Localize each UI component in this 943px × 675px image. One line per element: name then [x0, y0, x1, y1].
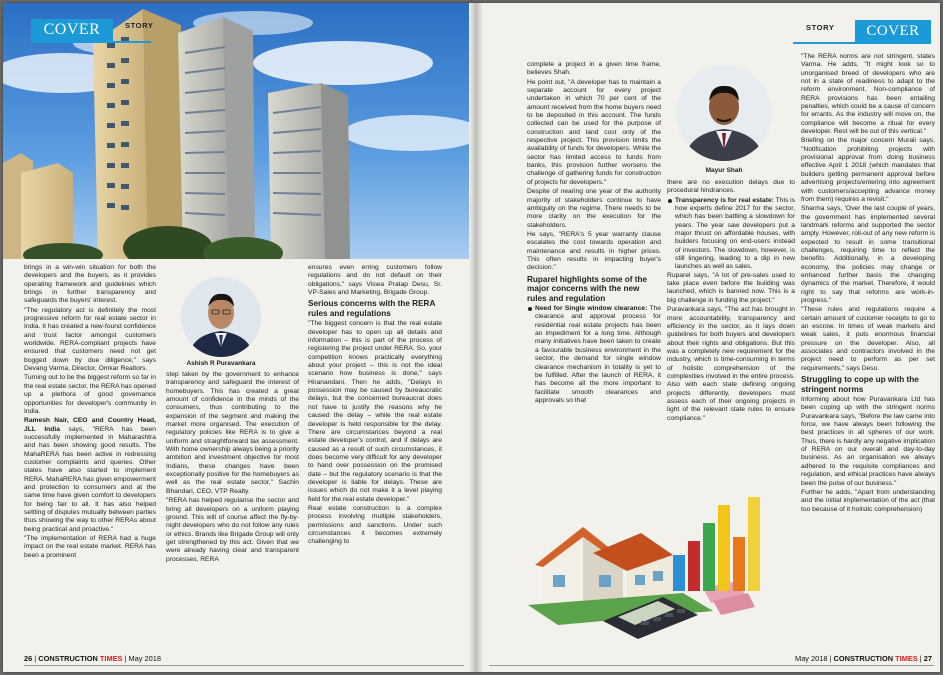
footer-rule	[24, 665, 464, 666]
speaker-name: Ramesh Nair, CEO and Country Head, JLL India	[24, 417, 156, 433]
issue-date: May 2018	[795, 654, 828, 663]
section-heading: Struggling to cope up with the stringent norms	[801, 375, 919, 394]
paragraph: Puravankara says, "The act has brought in more accountability, transparency and efficiency in the sector, as it lays down guidelines for both buyers and developers about their rights and obligations. But this was a completely new requirement for the industry, which is time-consuming in terms of holistic comprehension of the complexities involved in the entire process. Also with each state defining ongoing projects differently, developers must assess each of their ongoing projects in light of the relevant state rules to ensure compliance."	[667, 306, 795, 422]
paragraph: Turning out to be the biggest reform so far in the real estate sector, the RERA has opened up a plethora of good governance opportunities for developer's community in India.	[24, 374, 156, 415]
right-column-2	[667, 179, 795, 483]
bullet-title: Transparency is for real estate:	[675, 196, 774, 204]
section-rule	[793, 42, 931, 44]
cover-section-tag: COVER	[31, 19, 113, 41]
paragraph: there are no execution delays due to procedural hindrances.	[667, 179, 795, 195]
paragraph: brings in a win-win situation for both the developers and the buyers, as it provides operating framework and guidelines which brings in further transparency and safeguards the buyers' interest.	[24, 264, 156, 305]
left-column-2	[166, 371, 299, 649]
paragraph: Despite of nearing one year of the authority majority of stakeholders continue to have ambiguity on the regime. There needs to be more clarity on the execution for the stakeholders.	[527, 188, 661, 229]
story-section-label: STORY	[806, 23, 835, 32]
quote: says, "RERA has been successfully implemented in Maharashtra and has been showing good results. The MahaRERA has been active in redressing customer complaints and queries. Other states have also started to implement RERA. MahaRERA has given empowerment and protection to consumers and at the same time have given comfort to developers for being fair to all. It has also helped settling of disputes mutually between parties thus showing the way to other RERAs about being practical and proactive."	[24, 425, 156, 533]
paragraph: "The regulatory act is definitely the most progressive reform for real estate sector in India. It has created a new-found confidence and trust factor amongst customers worldwide. RERA-compliant projects have ensured that customers need not get bogged down by due diligence," says Devang Varma, Director, Omkar Realtors.	[24, 306, 156, 373]
paragraph: complete a project in a given time frame, believes Shah.	[527, 61, 661, 77]
story-section-label: STORY	[125, 21, 154, 30]
person-photo-icon	[676, 65, 772, 161]
person-photo-icon	[181, 277, 261, 357]
section-heading: Serious concerns with the RERA rules and regulations	[308, 299, 436, 318]
paragraph	[24, 417, 156, 534]
paragraph: Briefing on the major concern Murali says, "Notification prohibiting projects with provisional approval from doing business effective April 1 2018 (which mandates that builders getting permanent approval before advertising projects/entering into agreement with customers/accepting advance money from them) requires a revisit."	[801, 137, 935, 203]
list-item	[535, 305, 661, 405]
cover-section-tag: COVER	[855, 20, 931, 42]
paragraph: Sharma says, 'Over the last couple of years, the government has implemented several landmark reforms and supported the sector amply. However, roll-out of any new reform is expected to result in some transitional challenges, requiring time to reflect the benefits. Additionally, in a developing economy, the policies may change or enhanced further basis the changing dynamics of the market. Therefore, it would right to say that reforms are work-in-progress."	[801, 205, 935, 304]
paragraph: step taken by the government to enhance transparency and safeguard the interest of homebuyers. This has created a great amount of confidence in the minds of the consumers, thus contributing to the expansion of the segment and making the market more organised. The execution of regulatory policies like RERA is to give a uniform and straightforward tax assessment. With home ownership always being a priority ambition and investment objective for most Indians, these changes have been exceptionally positive for the homebuyers as well as the real estate sector," Sachin Bhandari, CEO, VTP Realty.	[166, 371, 299, 495]
magazine-name: CONSTRUCTION	[833, 654, 894, 663]
page-number: 27	[923, 654, 932, 663]
paragraph: Informing about how Puravankara Ltd has been coping up with the stringent norms Puravankara says, "Before the law came into force, we have always been following the best practices in all spheres of our work. Thus, there is hardly any negative implication of RERA on our overall and day-to-day business. As an organisation we always adhered to the requisite compliances and regulation, and ethical practices have always been the pulse of our business."	[801, 396, 935, 487]
paragraph: "These rules and regulations require a certain amount of customer receipts to go to an escrow. In times of weak markets and weak sales, it puts enormous financial pressure on the developer. Also, all associates and contractors involved in the project need to perform as per set requirements," says Desu.	[801, 306, 935, 372]
magazine-name-accent: TIMES	[99, 654, 123, 663]
concern-list	[527, 305, 661, 405]
right-footer: May 2018 | CONSTRUCTION TIMES | 27	[795, 654, 932, 663]
spine-gutter	[469, 3, 483, 672]
section-heading: Ruparel highlights some of the major concerns with the new rules and regulation	[527, 274, 648, 303]
paragraph: Ruparel says, "A lot of pre-sales used to take place even before the building was launched, which is banned now. This is a big challenge in funding the project."	[667, 271, 795, 304]
section-rule	[31, 41, 151, 43]
right-column-3	[801, 53, 935, 649]
paragraph: ensures even erring customers follow regulations and do not default on their obligations," says Viswa Pratap Desu, Sr. VP-Sales and Marketing, Brigade Group.	[308, 264, 442, 297]
paragraph: Real estate construction is a complex process involving multiple stakeholders, permissions and sanctions. Under such circumstances it becomes extremely challenging to	[308, 504, 442, 546]
paragraph: "The implementation of RERA had a huge impact on the real estate market. RERA has been a prominent	[24, 535, 156, 559]
paragraph: He says, "RERA's 5 year warranty clause escalates the cost towards operation and maintenance and results in higher prices. This often results in impacting buyer's decision."	[527, 230, 661, 272]
footer-rule	[489, 665, 934, 666]
magazine-name: CONSTRUCTION	[38, 654, 98, 663]
concern-list	[667, 197, 795, 272]
paragraph: "The biggest concern is that the real estate developer has to open up all details and information – this is part of the process of registering the project under RERA. So, your competition knows practically everything about your project – this is not the ideal scenario how business is done," says Hiranandani. Then he adds, "Delays in possession may be caused by bureaucratic delays, but the concerned bureaucrat does not have to justify the reasons why he caused the delay – while the real estate developer is held responsible for the delay. There are circumstances beyond a real estate developer's control, and if delays are caused as a result of such circumstances, it does become very difficult for any developer to hand over possession on the promised date – but the regulatory scenario is that the developer is liable for delays. These are issues which do not make it a level playing field for the real estate developer."	[308, 320, 442, 503]
paragraph: He point out, "A developer has to maintain a separate account for every project undertaken in which 70 per cent of the amount received from the home buyers need to be deposited in this account. The funds collected can be used for the purpose of construction and land cost only of the respective project. This provision limits the availability of funds for developers. While the sector has limited access to funds from banks, this provision further worsens the challenge of gathering funds for construction of projects for developers."	[527, 78, 661, 186]
magazine-name-accent: TIMES	[895, 654, 918, 663]
bullet-text: The clearance and approval process for residential real estate projects has been an impediment for a long time. Although many initiatives have been taken to create a favourable business environment in the sector, the demand for single window clearance mechanism in totality is yet to be fulfilled. After the launch of RERA, it has become all the more important to facilitate smooth clearances and approvals so that	[535, 305, 661, 404]
paragraph: "RERA has helped regularise the sector and bring all developers on a uniform playing ground. This will of course affect the fly-by-night developers who do not follow any rules or ethics. Brands like Brigade Group will only get strengthened by this act. Given that we were already having clear and transparent processes, RERA	[166, 497, 299, 563]
left-column-1	[24, 264, 156, 649]
paragraph: Further he adds, "Apart from understanding and the initial implementation of the act (that too because of it holistic comprehension)	[801, 488, 935, 513]
issue-date: May 2018	[128, 654, 161, 663]
real-estate-illustration	[523, 493, 798, 643]
house-calculator-chart-image	[523, 493, 798, 643]
photo-caption: Ashish R Puravankara	[186, 360, 256, 367]
left-footer: 26 | CONSTRUCTION TIMES | May 2018	[24, 654, 161, 663]
left-column-3	[308, 264, 442, 649]
photo-caption: Mayur Shah	[705, 167, 743, 174]
bullet-title: Need for Single window clearance:	[535, 305, 648, 313]
list-item	[675, 197, 795, 272]
portrait-mayur-shah	[676, 65, 772, 161]
magazine-spread	[3, 3, 940, 672]
paragraph: "The RERA norms are not stringent, states Varma. He adds, "It might look so to unorganised breed of developers who are not in a state of readiness to adapt to the reform environment. Non-compliance of RERA provisions has been entailing penalties, which could be a cause of concern for errants. As the industry will move on, the compliance will become a ritual for every developer. Rest will be out of this vertical."	[801, 53, 935, 136]
bullet-text: This is how experts define 2017 for the sector, which has been battling a slowdown for years. The year saw developers put a major thrust on affordable houses, with builders focusing on end-users instead of investors. The slowdown, however, is still lingering, leading to a dip in new launches as well as sales.	[675, 196, 795, 271]
page-number: 26	[24, 654, 33, 663]
portrait-ashish-puravankara	[181, 277, 261, 357]
